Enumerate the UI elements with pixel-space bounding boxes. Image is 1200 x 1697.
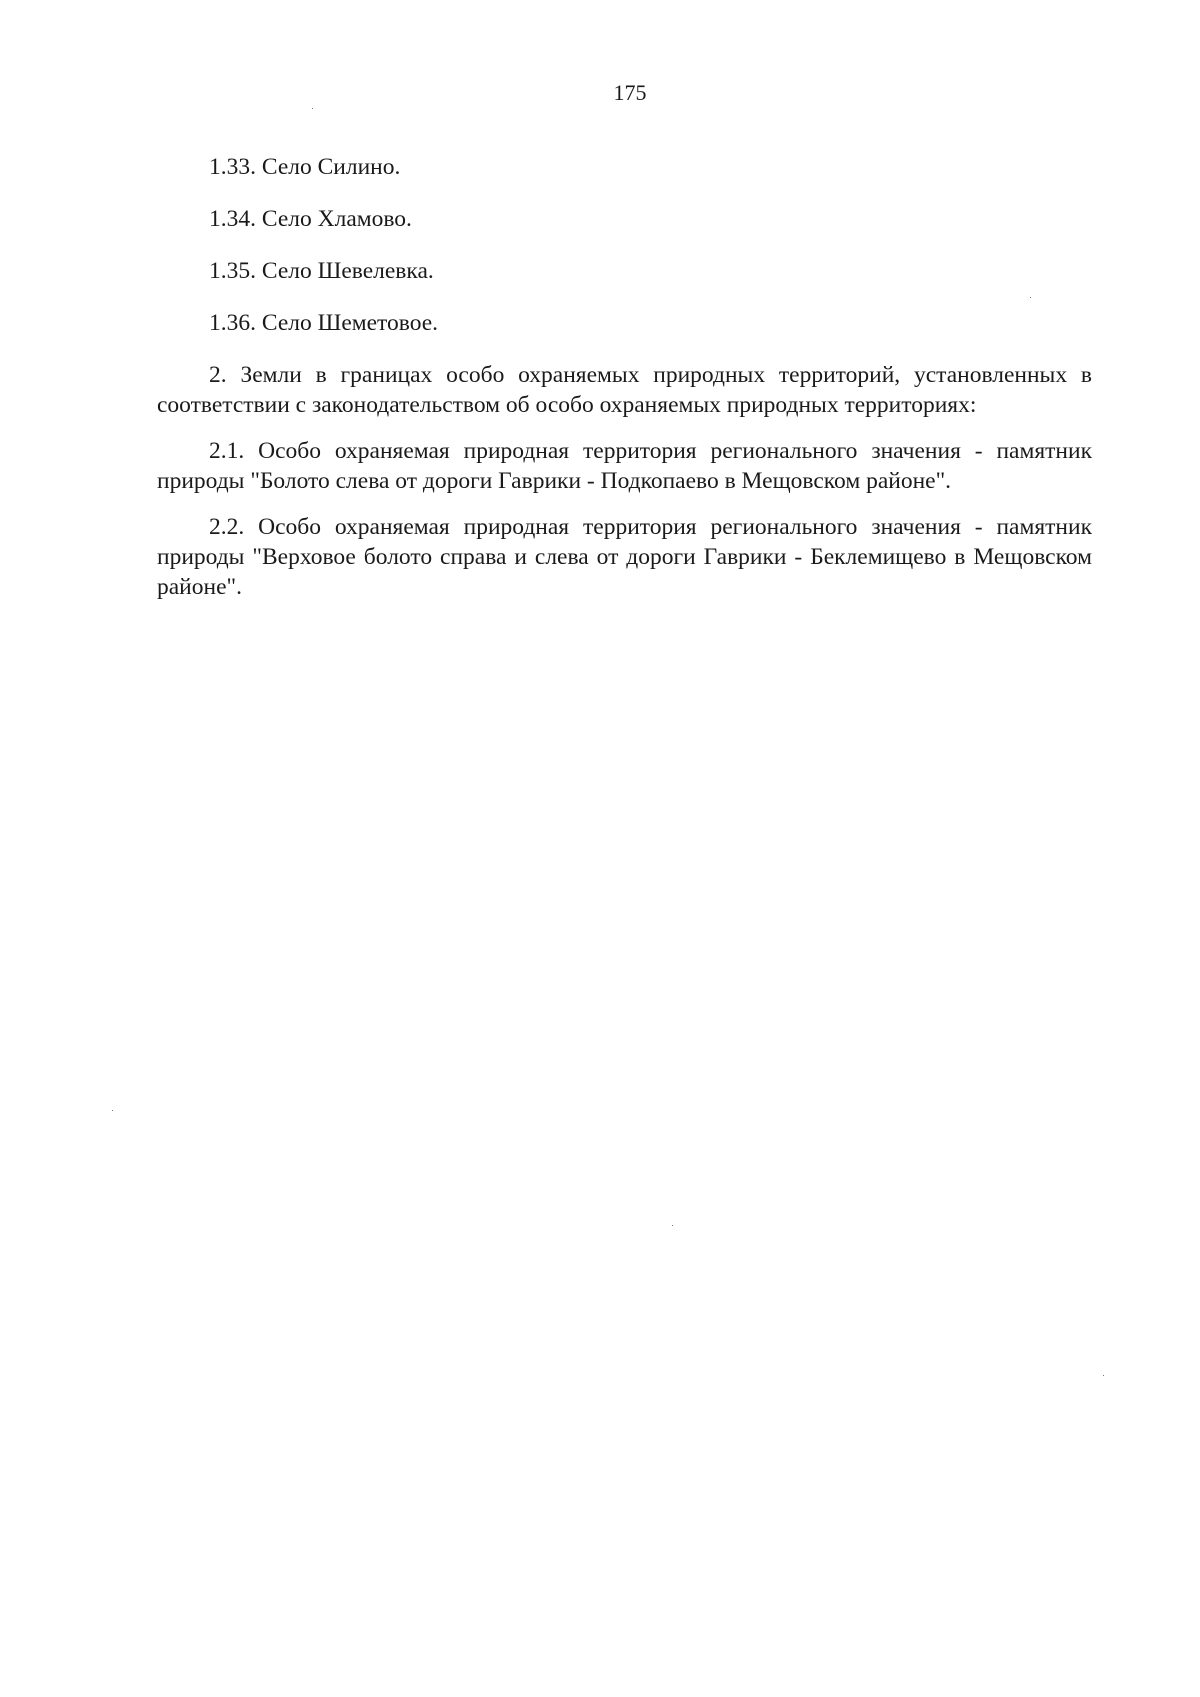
scan-speck <box>112 1110 113 1111</box>
scan-speck <box>312 108 313 109</box>
paragraph-2: 2. Земли в границах особо охраняемых природных территорий, установленных в соответствии с законодательством об особо охраняемых природных территориях: <box>157 362 1092 418</box>
list-item-1-33: 1.33. Село Силино. <box>209 154 401 180</box>
list-item-1-36: 1.36. Село Шеметовое. <box>209 310 439 336</box>
paragraph-2-1: 2.1. Особо охраняемая природная территория регионального значения - памятник природы "Болото слева от дороги Гаврики - Подкопаево в Мещовском районе". <box>157 438 1092 494</box>
scan-speck <box>1030 297 1031 298</box>
scan-speck <box>1103 1375 1104 1376</box>
paragraph-2-2: 2.2. Особо охраняемая природная территория регионального значения - памятник природы "Верховое болото справа и слева от дороги Гаврики - Беклемищево в Мещовском районе". <box>157 514 1092 600</box>
document-body <box>157 152 1092 618</box>
scan-speck <box>672 1225 673 1226</box>
page-number: 175 <box>613 80 647 105</box>
list-item-1-35: 1.35. Село Шевелевка. <box>209 258 434 284</box>
list-item-1-34: 1.34. Село Хламово. <box>209 206 412 232</box>
